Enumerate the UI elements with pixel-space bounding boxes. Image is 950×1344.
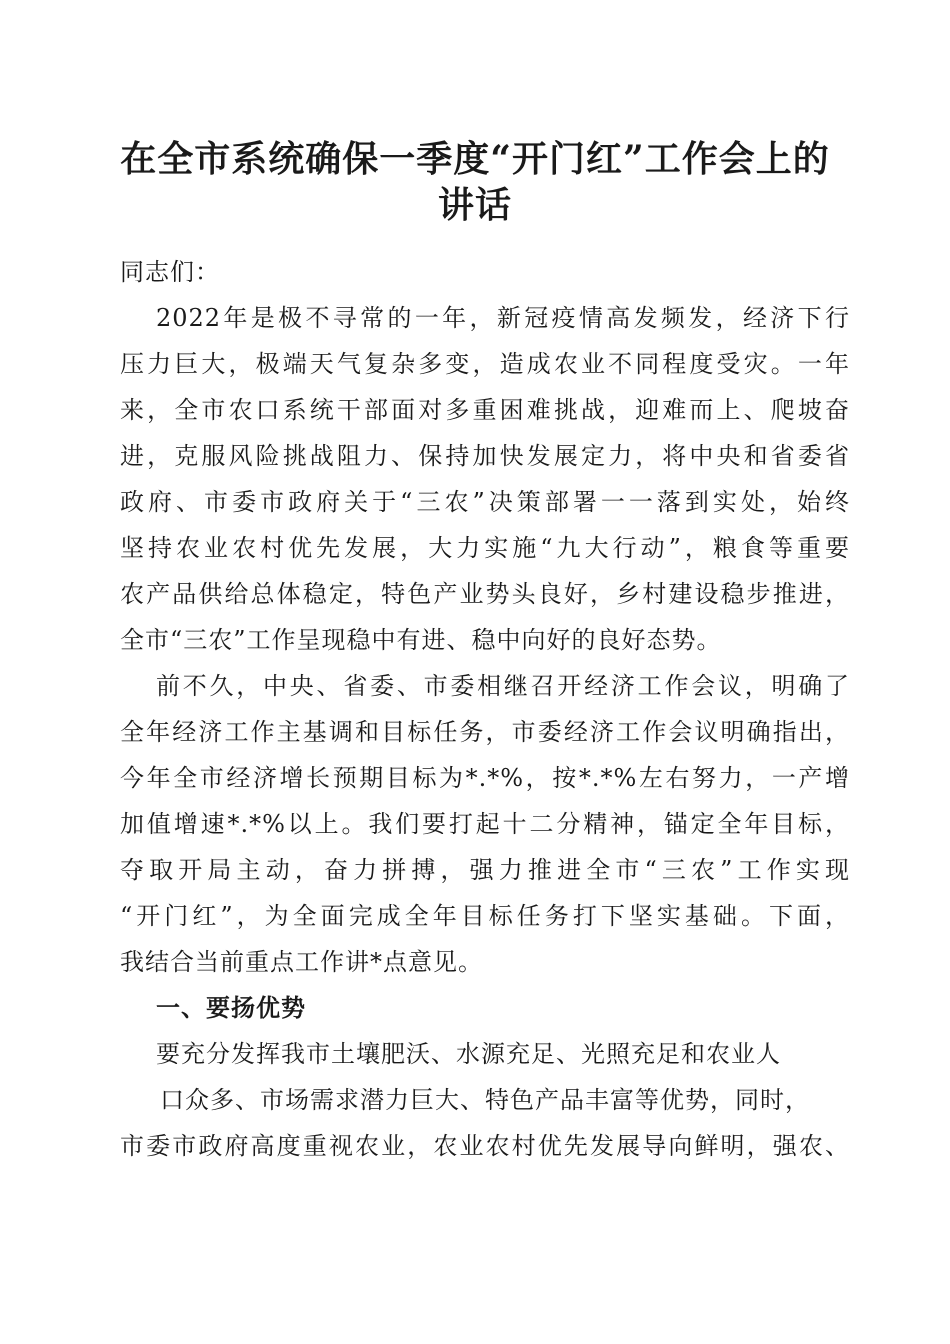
- paragraph-line: 政府、市委市政府关于“三农”决策部署一一落到实处，始终: [120, 488, 850, 516]
- paragraph-line: 加值增速*.*%以上。我们要打起十二分精神，锚定全年目标，: [120, 810, 850, 838]
- salutation: 同志们：: [120, 258, 220, 286]
- section-paragraph: [120, 1031, 850, 1169]
- paragraph-line: 全市“三农”工作呈现稳中有进、稳中向好的良好态势。: [120, 626, 722, 654]
- paragraph-line: 进，克服风险挑战阻力、保持加快发展定力，将中央和省委省: [120, 442, 850, 470]
- document-title-line-2: 讲话: [437, 184, 512, 226]
- paragraph-line: 夺取开局主动，奋力拼搏，强力推进全市“三农”工作实现: [120, 856, 850, 884]
- paragraph-2: [120, 663, 850, 985]
- document-body: [120, 249, 850, 1169]
- paragraph-line: 我结合当前重点工作讲*点意见。: [120, 948, 483, 976]
- section-heading: 一、要扬优势: [156, 994, 306, 1022]
- paragraph-line: 前不久，中央、省委、市委相继召开经济工作会议，明确了: [156, 672, 850, 700]
- paragraph-line: 来，全市农口系统干部面对多重困难挑战，迎难而上、爬坡奋: [120, 396, 850, 424]
- paragraph-line: 全年经济工作主基调和目标任务，市委经济工作会议明确指出，: [120, 718, 850, 746]
- paragraph-line: 压力巨大，极端天气复杂多变，造成农业不同程度受灾。一年: [120, 350, 850, 378]
- paragraph-1: [120, 295, 850, 663]
- paragraph-line: 要充分发挥我市土壤肥沃、水源充足、光照充足和农业人: [156, 1040, 781, 1068]
- paragraph-line: 农产品供给总体稳定，特色产业势头良好，乡村建设稳步推进，: [120, 580, 850, 608]
- document-title-line-1: 在全市系统确保一季度“开门红”工作会上的: [120, 138, 830, 180]
- paragraph-line: 今年全市经济增长预期目标为*.*%，按*.*%左右努力，一产增: [120, 764, 850, 792]
- paragraph-line: “开门红”，为全面完成全年目标任务打下坚实基础。下面，: [120, 902, 850, 930]
- paragraph-line: 2022年是极不寻常的一年，新冠疫情高发频发，经济下行: [156, 304, 850, 332]
- paragraph-line: 坚持农业农村优先发展，大力实施“九大行动”，粮食等重要: [120, 534, 850, 562]
- paragraph-line: 市委市政府高度重视农业，农业农村优先发展导向鲜明，强农、: [120, 1132, 850, 1160]
- paragraph-line: 口众多、市场需求潜力巨大、特色产品丰富等优势，同时，: [160, 1086, 810, 1114]
